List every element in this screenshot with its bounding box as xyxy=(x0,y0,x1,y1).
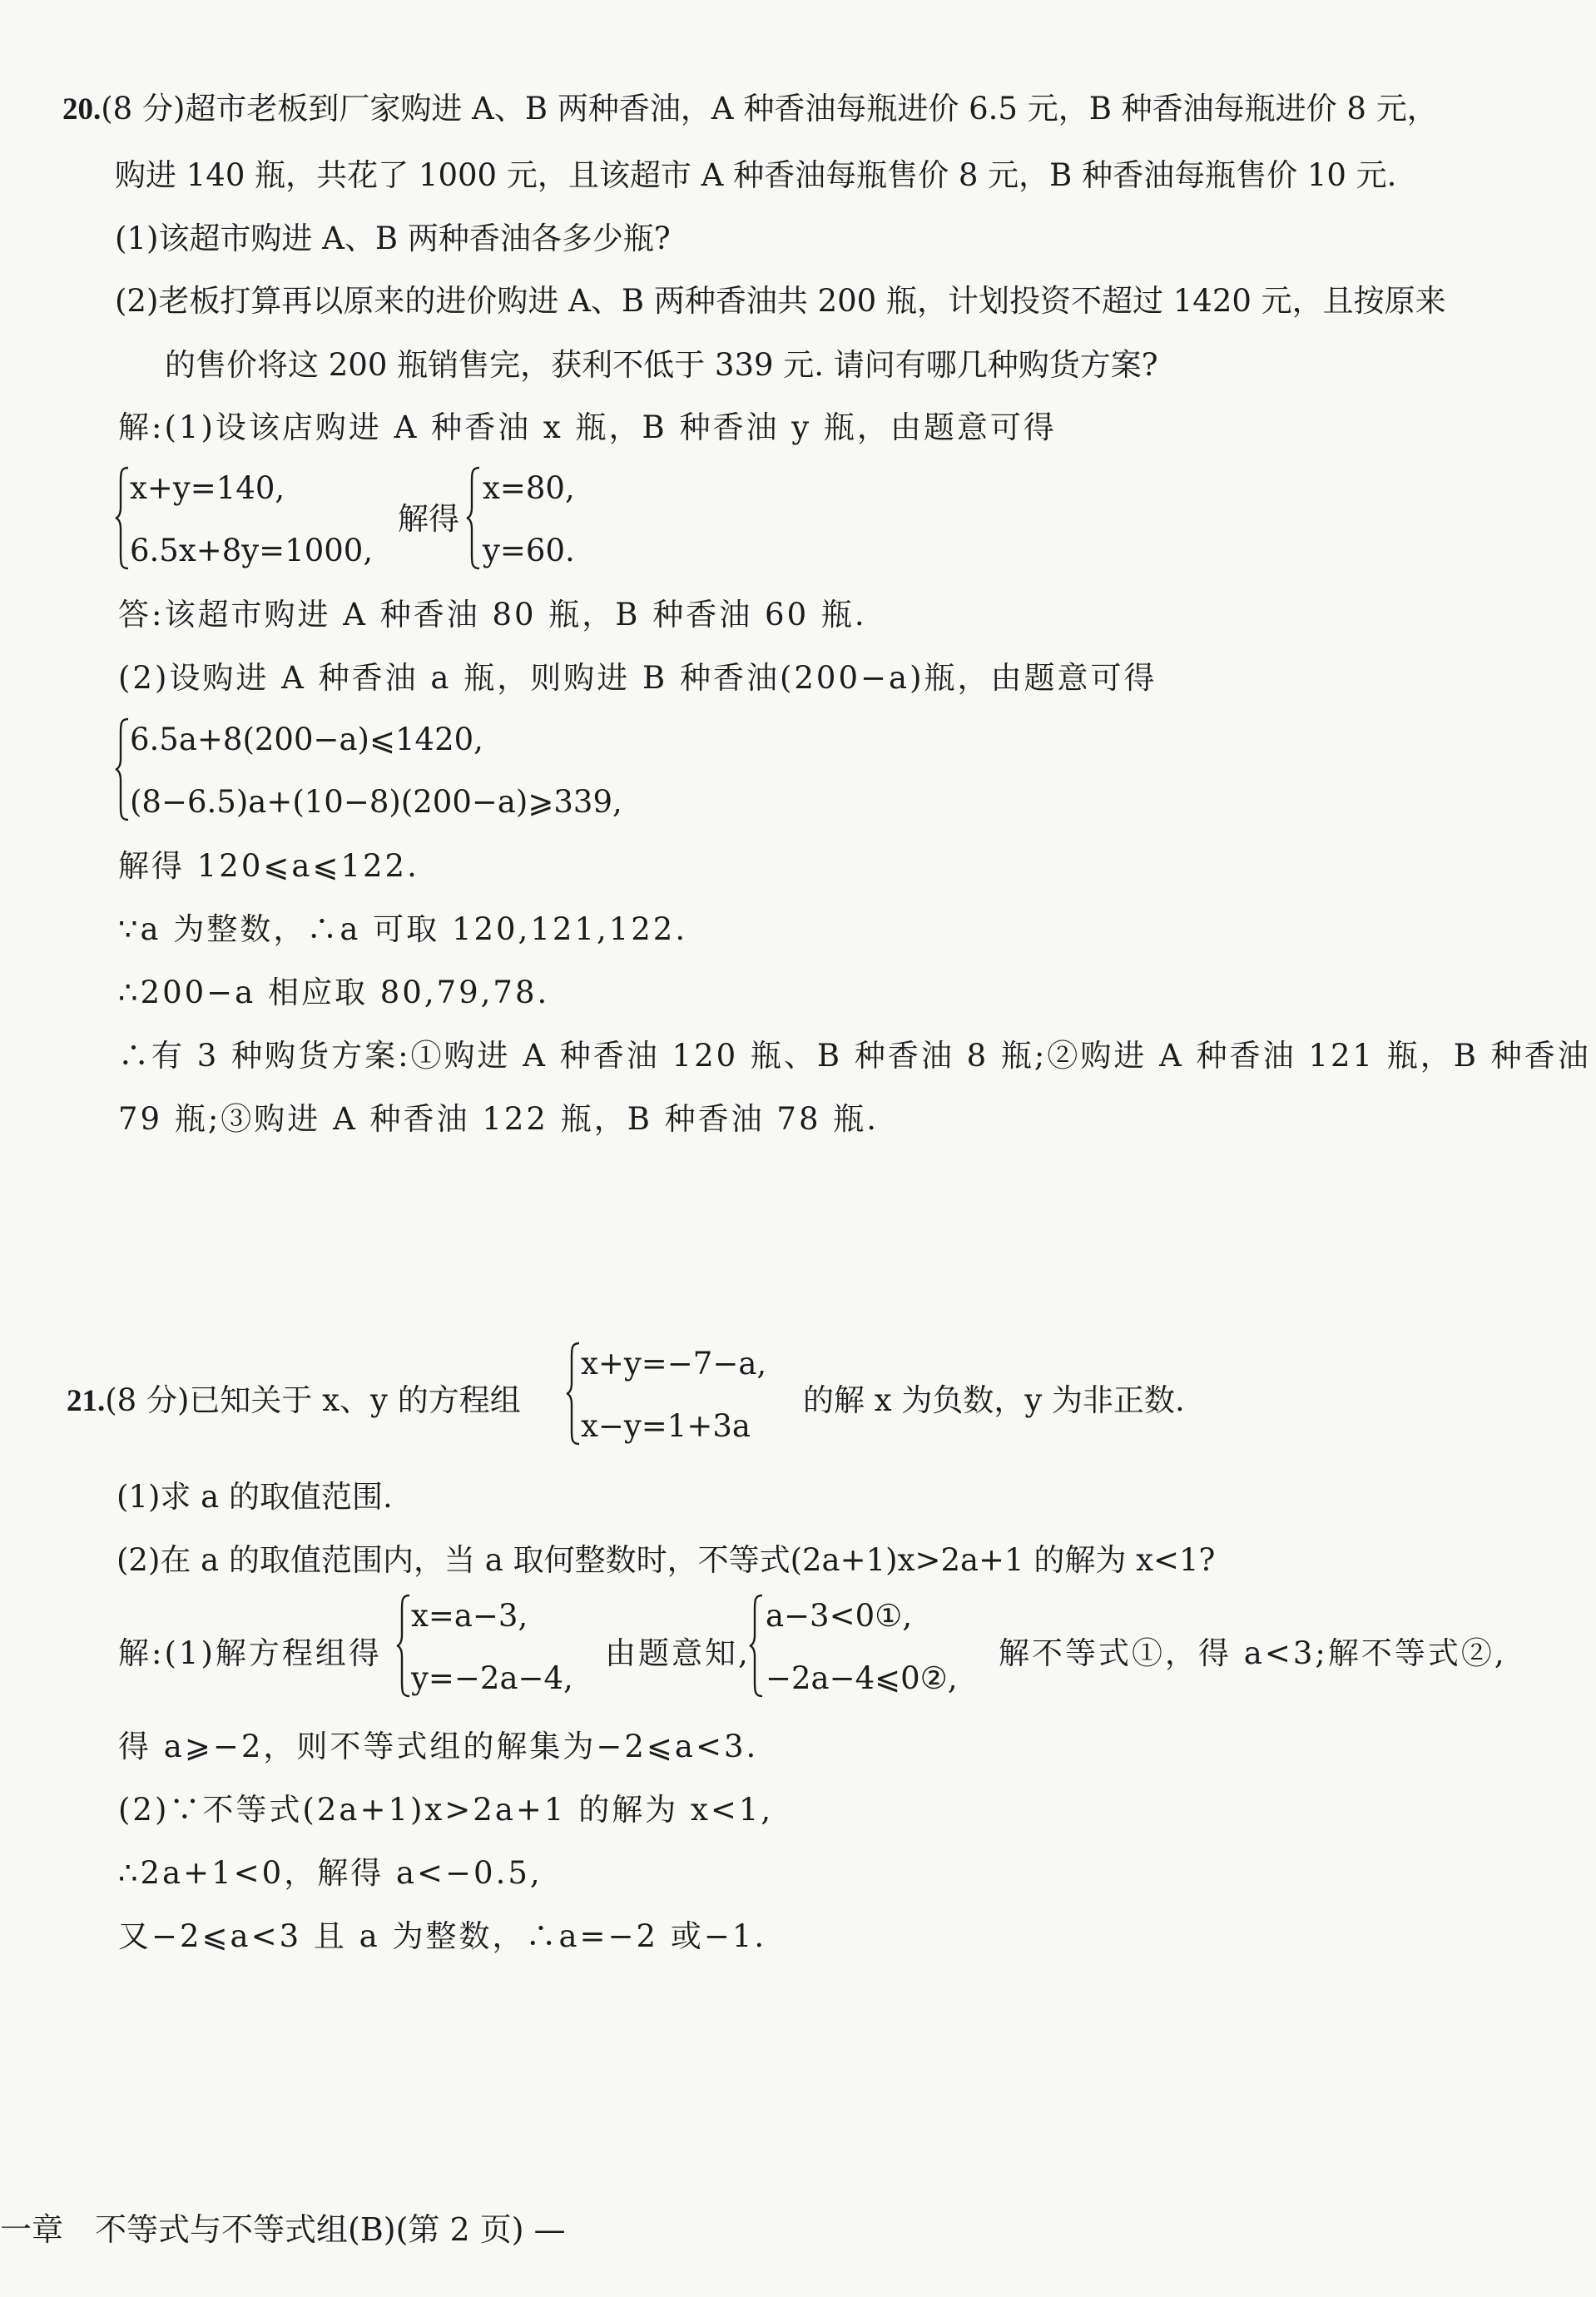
q21-solution-text: (2)∵不等式(2a+1)x>2a+1 的解为 x<1, xyxy=(118,1792,774,1828)
q21-condition-system xyxy=(749,1594,999,1702)
q21-header-a xyxy=(67,1382,521,1418)
q21-header-b: 的解 x 为负数，y 为非正数. xyxy=(803,1382,1185,1418)
q21-solution-text: 又−2⩽a<3 且 a 为整数，∴a=−2 或−1. xyxy=(118,1918,767,1954)
q20-part1: (1)该超市购进 A、B 两种香油各多少瓶? xyxy=(115,221,671,256)
left-brace-icon xyxy=(466,466,481,570)
q21-solution-text: 得 a⩾−2，则不等式组的解集为−2⩽a<3. xyxy=(118,1729,759,1764)
left-brace-icon xyxy=(566,1342,581,1446)
equation-row: x=80, xyxy=(483,470,575,506)
q20-solution-system xyxy=(466,466,632,574)
equation-row: x=a−3, xyxy=(411,1598,528,1634)
equation-row: x+y=−7−a, xyxy=(581,1346,767,1382)
q21-part2: (2)在 a 的取值范围内，当 a 取何整数时，不等式(2a+1)x>2a+1 的解为 x<1? xyxy=(116,1542,1216,1578)
equation-row: x+y=140, xyxy=(130,470,285,506)
q21-condition-word: 由题意知, xyxy=(605,1635,751,1671)
q20-step: ∵a 为整数，∴a 可取 120,121,122. xyxy=(118,911,688,947)
q21-equation-system xyxy=(566,1342,799,1450)
q21-part1: (1)求 a 的取值范围. xyxy=(116,1479,393,1515)
q21-solution-intro: 解:(1)解方程组得 xyxy=(118,1635,382,1671)
q20-number: 20. xyxy=(62,92,102,127)
inequality-row: −2a−4⩽0②, xyxy=(766,1660,958,1696)
equation-row: y=60. xyxy=(483,533,575,568)
q20-header-cont: 购进 140 瓶，共花了 1000 元，且该超市 A 种香油每瓶售价 8 元，B 种香油每瓶售价 10 元. xyxy=(115,157,1397,193)
q20-step: 解得 120⩽a⩽122. xyxy=(118,848,419,884)
q20-part2-cont: 的售价将这 200 瓶销售完，获利不低于 339 元. 请问有哪几种购货方案? xyxy=(165,347,1158,383)
left-brace-icon xyxy=(749,1594,764,1698)
q20-step: ∴有 3 种购货方案:①购进 A 种香油 120 瓶、B 种香油 8 瓶;②购进 A 种香油 121 瓶，B 种香油 xyxy=(118,1038,1591,1074)
inequality-row: (8−6.5)a+(10−8)(200−a)⩾339, xyxy=(130,784,622,820)
q21-solution-system xyxy=(396,1594,604,1702)
q20-header-text: (8 分)超市老板到厂家购进 A、B 两种香油，A 种香油每瓶进价 6.5 元，B 种香油每瓶进价 8 元， xyxy=(101,91,1438,127)
equation-row: 6.5x+8y=1000, xyxy=(130,533,374,568)
solve-word: 解得 xyxy=(398,501,459,537)
inequality-row: 6.5a+8(200−a)⩽1420, xyxy=(130,722,483,757)
q20-header xyxy=(62,93,1438,125)
q21-solution-text: ∴2a+1<0，解得 a<−0.5, xyxy=(118,1855,543,1891)
equation-row: y=−2a−4, xyxy=(411,1660,573,1696)
q20-inequality-system xyxy=(115,717,697,826)
q20-answer1: 答:该超市购进 A 种香油 80 瓶，B 种香油 60 瓶. xyxy=(118,597,867,633)
page-footer: 一章 不等式与不等式组(B)(第 2 页) — xyxy=(0,2211,566,2248)
equation-row: x−y=1+3a xyxy=(581,1408,751,1444)
left-brace-icon xyxy=(115,717,130,821)
q20-solution-intro: 解:(1)设该店购进 A 种香油 x 瓶，B 种香油 y 瓶，由题意可得 xyxy=(118,409,1057,445)
inequality-row: a−3<0①, xyxy=(766,1598,913,1634)
q20-step: 79 瓶;③购进 A 种香油 122 瓶，B 种香油 78 瓶. xyxy=(118,1101,880,1137)
q21-solution-text: 解不等式①，得 a<3;解不等式②, xyxy=(999,1635,1507,1671)
q20-part2: (2)老板打算再以原来的进价购进 A、B 两种香油共 200 瓶，计划投资不超过 1420 元，且按原来 xyxy=(115,283,1446,319)
q20-equation-system xyxy=(115,466,398,574)
left-brace-icon xyxy=(115,466,130,570)
q21-number: 21. xyxy=(67,1384,106,1418)
q20-step: ∴200−a 相应取 80,79,78. xyxy=(118,975,550,1010)
q21-header-text: (8 分)已知关于 x、y 的方程组 xyxy=(105,1382,521,1418)
q20-solution2-intro: (2)设购进 A 种香油 a 瓶，则购进 B 种香油(200−a)瓶，由题意可得 xyxy=(118,660,1157,696)
left-brace-icon xyxy=(396,1594,411,1698)
